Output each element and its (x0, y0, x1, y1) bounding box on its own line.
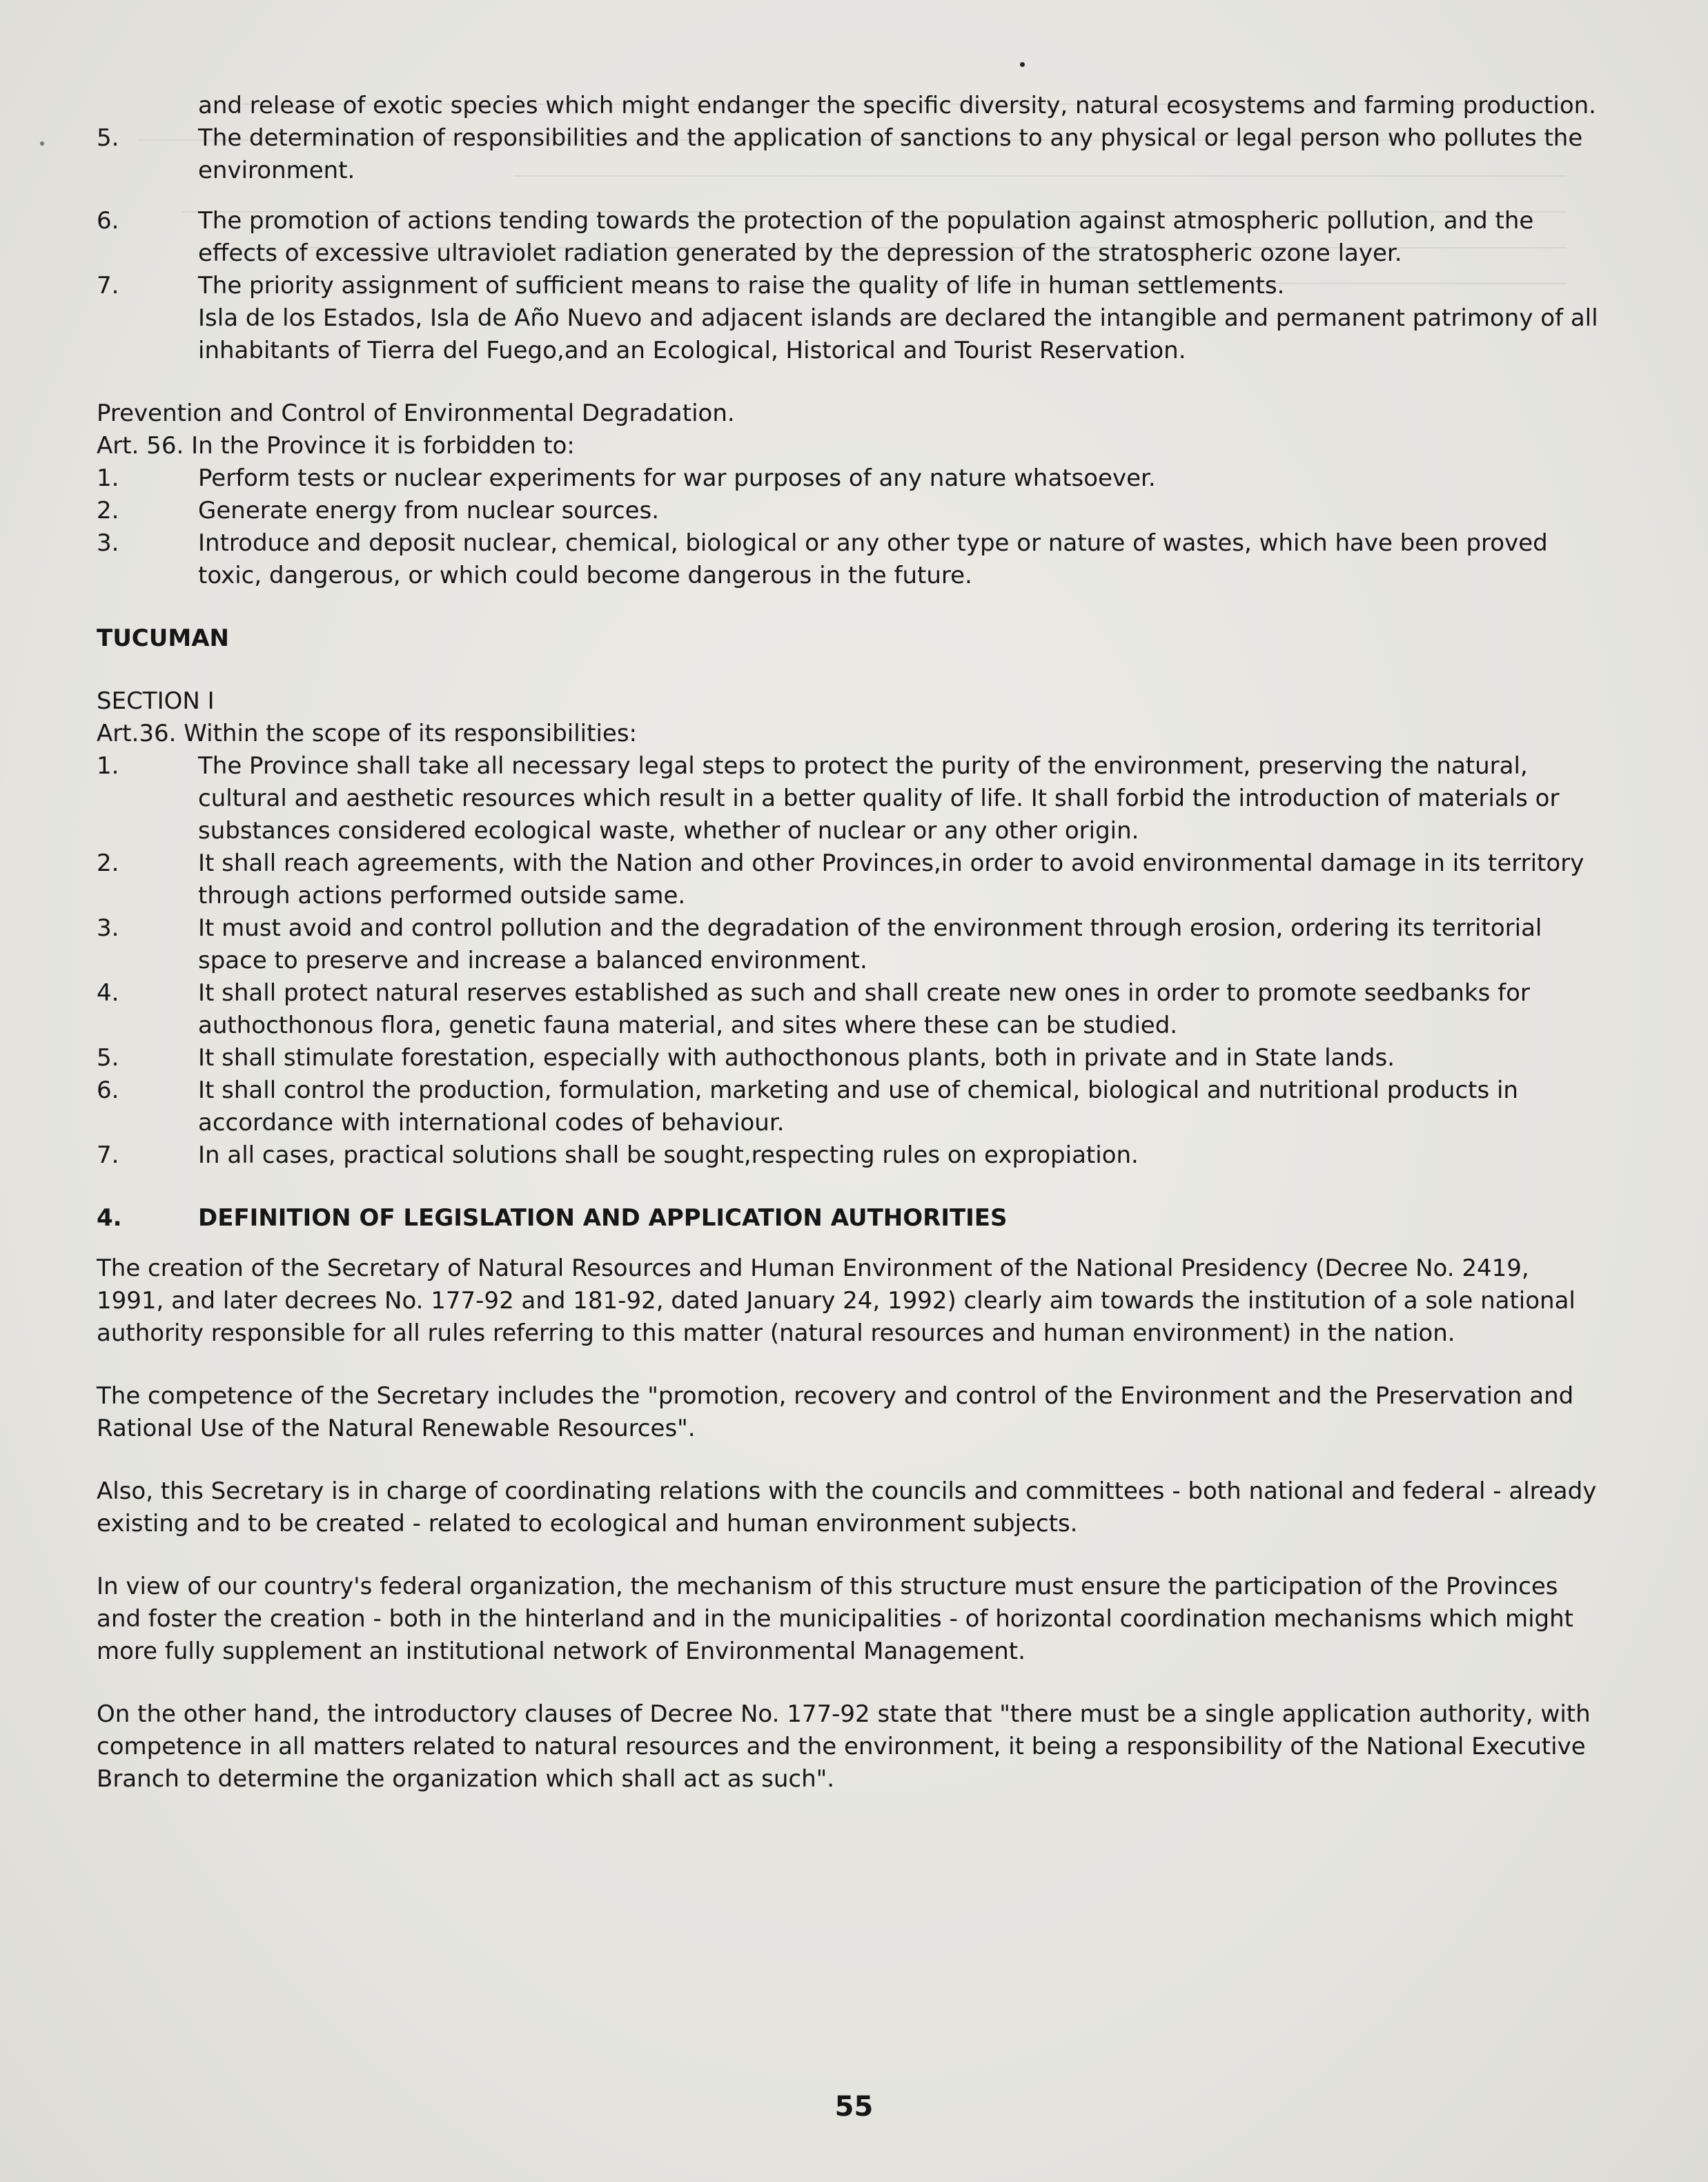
islands-declaration: Isla de los Estados, Isla de Año Nuevo and adjacent islands are declared the intangible and permanent patrimony of all inhabitants of Tierra del Fuego,and an Ecological, Historical and Tourist Reservation. (198, 304, 1598, 364)
item-text: It shall control the production, formulation, marketing and use of chemical, biological and nutritional products in accordance with international codes of behaviour. (198, 1077, 1518, 1137)
item-text: The Province shall take all necessary legal steps to protect the purity of the environment, preserving the natural, cultural and aesthetic resources which result in a better quality of life. It shall forbid the introduction of materials or substances considered ecological waste, whether of nuclear or any other origin. (198, 752, 1560, 845)
ink-speck (1020, 62, 1025, 67)
list-item (97, 205, 1601, 270)
paragraph: In view of our country's federal organization, the mechanism of this structure must ensure the participation of the Provinces and foster the creation - both in the hinterland and in the municipalities - of horizontal coordination mechanisms which might more fully supplement an institutional network of Environmental Management. (97, 1573, 1573, 1665)
paragraph: On the other hand, the introductory clauses of Decree No. 177-92 state that "there must be a single application authority, with competence in all matters related to natural resources and the environment, it being a responsibility of the National Executive Branch to determine the organization which shall act as such". (97, 1700, 1591, 1793)
item-text: It shall stimulate forestation, especially with authocthonous plants, both in private and in State lands. (198, 1044, 1395, 1072)
list-item (97, 977, 1601, 1042)
item-text: Introduce and deposit nuclear, chemical, biological or any other type or nature of wastes, which have been proved toxic, dangerous, or which could become dangerous in the future. (198, 529, 1548, 589)
item-text: In all cases, practical solutions shall be sought,respecting rules on expropiation. (198, 1141, 1139, 1169)
paragraph: Also, this Secretary is in charge of coordinating relations with the councils and committees - both national and federal - already existing and to be created - related to ecological and human environment subjects. (97, 1477, 1597, 1537)
list-item (97, 750, 1601, 847)
list-item-continuation (97, 90, 1601, 122)
item-number: 2. (97, 497, 119, 524)
section-number: 4. (97, 1204, 122, 1232)
item-text: and release of exotic species which might endanger the specific diversity, natural ecosystems and farming production. (198, 92, 1596, 119)
prevention-title: Prevention and Control of Environmental Degradation. (97, 400, 735, 427)
item-number: 7. (97, 272, 119, 299)
list-item-unnumbered (97, 302, 1601, 367)
section-title: SECTION I (97, 687, 215, 715)
item-number: 5. (97, 124, 119, 152)
item-text: Generate energy from nuclear sources. (198, 497, 660, 524)
item-number: 5. (97, 1044, 119, 1072)
item-number: 3. (97, 529, 119, 557)
section-title: DEFINITION OF LEGISLATION AND APPLICATION AUTHORITIES (198, 1204, 1008, 1232)
ink-speck (40, 141, 44, 146)
item-text: It must avoid and control pollution and the degradation of the environment through erosion, ordering its territorial space to preserve and increase a balanced environment. (198, 914, 1542, 974)
item-number: 1. (97, 752, 119, 780)
list-item (97, 495, 1601, 527)
list-item (97, 1042, 1601, 1074)
document-body (97, 90, 1601, 1826)
list-item (97, 462, 1601, 495)
item-number: 4. (97, 979, 119, 1007)
paragraph: The creation of the Secretary of Natural Resources and Human Environment of the National Presidency (Decree No. 2419, 1991, and later decrees No. 177-92 and 181-92, dated January 24, 1992) clearly aim towards the institution of a sole national authority responsible for all rules referring to this matter (natural resources and human environment) in the nation. (97, 1255, 1576, 1347)
list-item (97, 847, 1601, 912)
list-item (97, 122, 1601, 187)
paragraph: The competence of the Secretary includes the "promotion, recovery and control of the Environment and the Preservation and Rational Use of the Natural Renewable Resources". (97, 1382, 1574, 1442)
item-text: It shall reach agreements, with the Nation and other Provinces,in order to avoid environmental damage in its territory through actions performed outside same. (198, 849, 1584, 910)
list-item (97, 1139, 1601, 1172)
list-item (97, 912, 1601, 977)
article-56-title: Art. 56. In the Province it is forbidden to: (97, 432, 575, 460)
item-number: 6. (97, 207, 119, 235)
item-text: It shall protect natural reserves established as such and shall create new ones in order to promote seedbanks for authocthonous flora, genetic fauna material, and sites where these can be studied. (198, 979, 1530, 1039)
list-item (97, 1074, 1601, 1139)
item-number: 6. (97, 1077, 119, 1104)
item-text: The priority assignment of sufficient means to raise the quality of life in human settlements. (198, 272, 1285, 299)
item-text: The determination of responsibilities and the application of sanctions to any physical or legal person who pollutes the environment. (198, 124, 1583, 184)
item-number: 2. (97, 849, 119, 877)
section-4-heading (97, 1202, 1601, 1235)
page-number: 55 (834, 2091, 874, 2123)
article-36-title: Art.36. Within the scope of its responsibilities: (97, 720, 637, 747)
list-item (97, 270, 1601, 302)
item-number: 7. (97, 1141, 119, 1169)
province-heading: TUCUMAN (97, 625, 229, 652)
item-number: 1. (97, 464, 119, 492)
item-number: 3. (97, 914, 119, 942)
item-text: Perform tests or nuclear experiments for war purposes of any nature whatsoever. (198, 464, 1156, 492)
item-text: The promotion of actions tending towards the protection of the population against atmospheric pollution, and the effects of excessive ultraviolet radiation generated by the depression of the stratospheric ozone layer. (198, 207, 1534, 267)
list-item (97, 527, 1601, 592)
